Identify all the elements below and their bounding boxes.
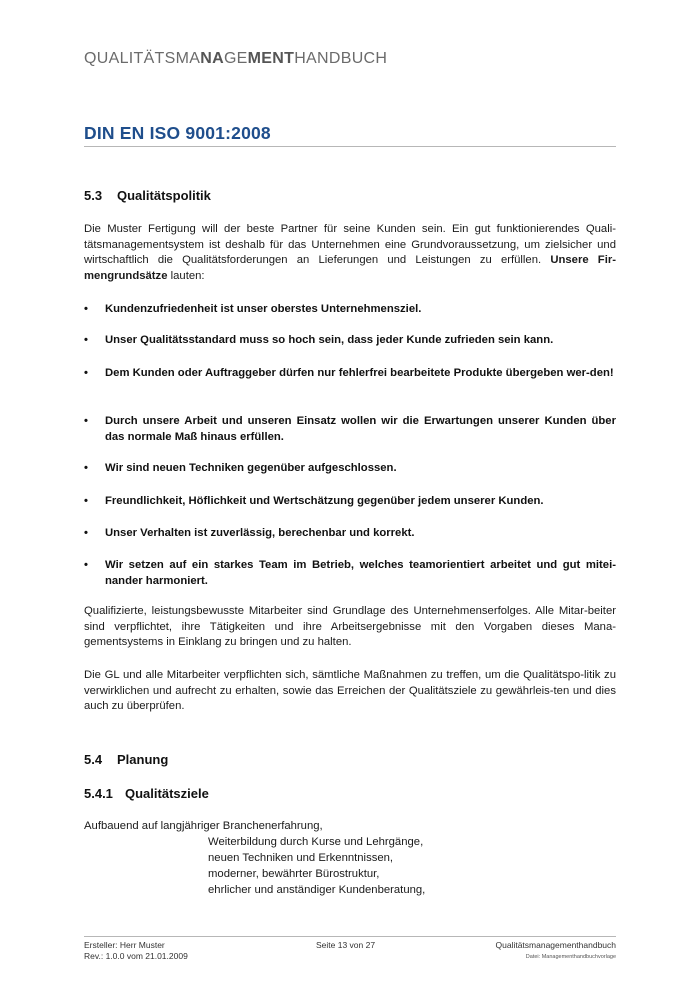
- intro-tail-text: lauten:: [170, 269, 205, 282]
- subsection-heading-5-4-1: [84, 786, 209, 801]
- manual-title-bold1: NA: [200, 50, 224, 67]
- goals-intro-line: Aufbauend auf langjähriger Branchenerfahrung,: [84, 820, 323, 832]
- section-number: 5.4: [84, 752, 103, 767]
- list-item-text: Durch unsere Arbeit und unseren Einsatz wollen wir die Erwartungen unserer Kunden über das normale Maß hinaus erfüllen.: [105, 415, 616, 443]
- footer-page-number: Seite 13 von 27: [316, 940, 376, 950]
- footer-doc-file: Datei: Managementhandbuchvorlage: [525, 954, 616, 960]
- manual-title: [84, 50, 387, 68]
- list-item: [84, 333, 616, 349]
- bullet-icon: •: [84, 559, 88, 571]
- bullet-icon: •: [84, 462, 88, 474]
- list-item: [84, 526, 616, 542]
- bullet-icon: •: [84, 415, 88, 427]
- policy-intro-paragraph: [84, 222, 616, 284]
- list-item-text: Wir setzen auf ein starkes Team im Betrieb, welches teamorientiert arbeitet und gut mitei-nander harmoniert.: [105, 559, 616, 587]
- commitment-paragraph: Die GL und alle Mitarbeiter verpflichten sich, sämtliche Maßnahmen zu treffen, um die Qualitätspo-litik zu verwirklichen und aufrecht zu erhalten, sowie das Erreichen der Qualitätsziele zu gewährleis-ten und dies auch zu überprüfen.: [84, 669, 616, 713]
- list-item-text: Freundlichkeit, Höflichkeit und Wertschätzung gegenüber jedem unserer Kunden.: [105, 495, 544, 507]
- list-item-text: Unser Qualitätsstandard muss so hoch sein, dass jeder Kunde zufrieden sein kann.: [105, 334, 554, 346]
- standard-title: DIN EN ISO 9001:2008: [84, 123, 271, 143]
- footer-author: Ersteller: Herr Muster: [84, 940, 165, 950]
- goals-line: ehrlicher und anständiger Kundenberatung,: [208, 884, 426, 896]
- goals-line: Weiterbildung durch Kurse und Lehrgänge,: [208, 836, 424, 848]
- staff-paragraph: Qualifizierte, leistungsbewusste Mitarbeiter sind Grundlage des Unternehmenserfolges. Alle Mitar-beiter sind verpflichtet, ihre Tätigkeiten und ihre Arbeitsergebnisse mit den Vorgaben dieses Mana-gementsystems in Einklang zu bringen und zu halten.: [84, 605, 616, 649]
- bullet-icon: •: [84, 367, 88, 379]
- footer-revision: Rev.: 1.0.0 vom 21.01.2009: [84, 951, 188, 961]
- manual-title-bold2: MENT: [247, 50, 295, 67]
- section-number: 5.3: [84, 188, 103, 203]
- section-heading-5-3: [84, 188, 211, 203]
- intro-bold-text: Unsere Fir-mengrundsätze: [84, 254, 617, 282]
- goals-line: neuen Techniken und Erkenntnissen,: [208, 852, 394, 864]
- footer-doc-name: Qualitätsmanagementhandbuch: [495, 940, 616, 950]
- section-heading-5-4: [84, 752, 168, 767]
- list-item-text: Dem Kunden oder Auftraggeber dürfen nur fehlerfrei bearbeitete Produkte übergeben wer-den!: [105, 367, 614, 379]
- bullet-icon: •: [84, 495, 88, 507]
- intro-text: Die Muster Fertigung will der beste Partner für seine Kunden sein. Ein gut funktionierendes Quali-tätsmanagementsystem ist deshalb für das Unternehmen eine Grundvoraussetzung, um zielsicher und wirtschaftlich die Qualitätsforderungen an Lieferungen und Leistungen zu erfüllen.: [84, 223, 616, 267]
- list-item-text: Kundenzufriedenheit ist unser oberstes Unternehmensziel.: [105, 303, 422, 315]
- list-item: [84, 494, 616, 510]
- subsection-number: 5.4.1: [84, 786, 113, 801]
- header-divider: [84, 146, 616, 147]
- bullet-icon: •: [84, 334, 88, 346]
- section-title: Planung: [117, 752, 169, 767]
- goals-line: moderner, bewährter Bürostruktur,: [208, 868, 380, 880]
- bullet-icon: •: [84, 303, 88, 315]
- bullet-icon: •: [84, 527, 88, 539]
- list-item-text: Unser Verhalten ist zuverlässig, berechenbar und korrekt.: [105, 527, 415, 539]
- list-item-text: Wir sind neuen Techniken gegenüber aufgeschlossen.: [105, 462, 397, 474]
- list-item: [84, 414, 616, 445]
- section-title: Qualitätspolitik: [117, 188, 211, 203]
- manual-title-part2: GE: [223, 50, 248, 67]
- list-item: [84, 461, 616, 477]
- list-item: [84, 302, 616, 318]
- list-item: [84, 366, 616, 382]
- list-item: [84, 558, 616, 589]
- footer-divider: [84, 936, 616, 937]
- subsection-title: Qualitätsziele: [125, 786, 209, 801]
- manual-title-part1: QUALITÄTSMA: [84, 50, 201, 67]
- manual-title-part3: HANDBUCH: [294, 50, 388, 67]
